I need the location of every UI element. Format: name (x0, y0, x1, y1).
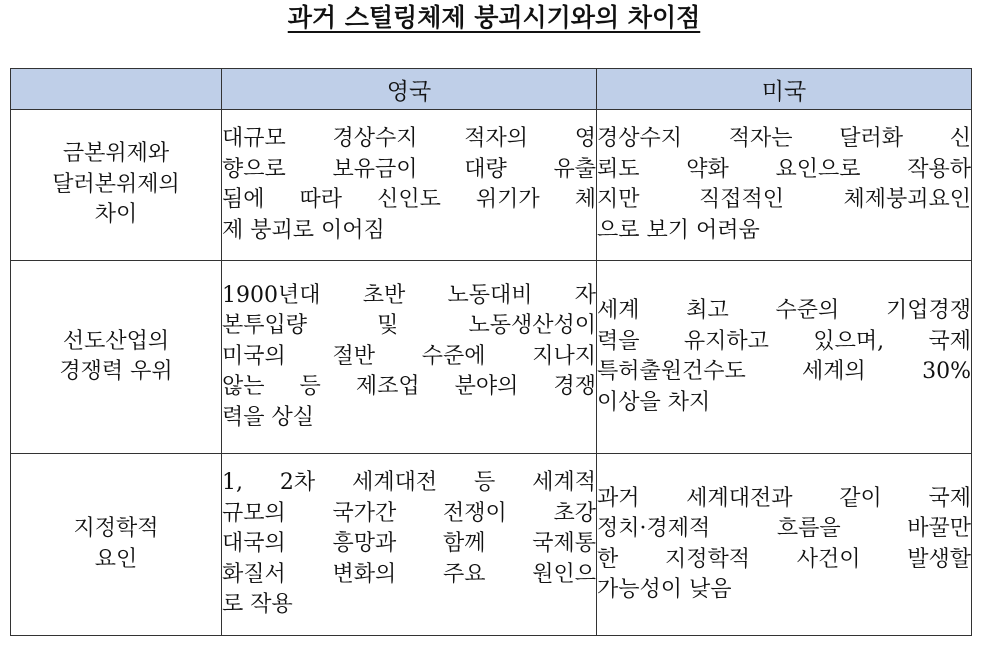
cell-line: 지만 직접적인 체제붕괴요인 (597, 187, 971, 212)
cell-line: 세계 최고 수준의 기업경쟁 (597, 298, 971, 323)
cell-line: 1, 2차 세계대전 등 세계적 (222, 470, 596, 496)
row-label-line: 차이 (94, 202, 138, 228)
cell-line: 화질서 변화의 주요 원인으 (222, 561, 596, 587)
row-label-leading-industry (11, 261, 222, 454)
cell-line: 미국의 절반 수준에 지나지 (222, 343, 596, 369)
cell-line: 규모의 국가간 전쟁이 초강 (222, 500, 596, 526)
cell-line: 력을 유지하고 있으며, 국제 (597, 328, 971, 354)
cell-line: 경상수지 적자는 달러화 신 (597, 126, 971, 151)
us-cell (597, 110, 972, 261)
header-row (11, 69, 972, 110)
uk-cell (222, 454, 597, 636)
cell-line: 1900년대 초반 노동대비 자 (222, 282, 596, 308)
cell-line: 뢰도 약화 요인으로 작용하 (597, 156, 971, 182)
cell-line: 특허출원건수도 세계의 30% (597, 359, 971, 384)
row-label-line: 선도산업의 (62, 328, 170, 354)
cell-line: 과거 세계대전과 같이 국제 (597, 485, 971, 511)
cell-line: 로 작용 (222, 592, 293, 618)
cell-line: 한 지정학적 사건이 발생할 (597, 546, 971, 572)
row-label-line: 지정학적 (73, 516, 159, 541)
row-label-line: 달러본위제의 (52, 171, 180, 197)
cell-line: 대국의 흥망과 함께 국제통 (222, 531, 596, 557)
table-row (11, 261, 972, 454)
cell-line: 됨에 따라 신인도 위기가 체 (222, 187, 596, 212)
row-label-line: 금본위제와 (62, 141, 170, 167)
cell-line: 않는 등 제조업 분야의 경쟁 (222, 374, 596, 400)
cell-line: 제 붕괴로 이어짐 (222, 217, 385, 243)
cell-line: 본투입량 및 노동생산성이 (222, 313, 596, 339)
row-label-geopolitical (11, 454, 222, 636)
table-row (11, 110, 972, 261)
cell-line: 대규모 경상수지 적자의 영 (222, 126, 596, 151)
header-us: 미국 (597, 69, 972, 110)
document-title (0, 3, 988, 33)
cell-line: 가능성이 낮음 (597, 577, 732, 602)
row-label-line: 경쟁력 우위 (59, 359, 173, 384)
cell-line: 으로 보기 어려움 (597, 217, 760, 243)
table-row (11, 454, 972, 636)
header-uk: 영국 (222, 69, 597, 110)
us-cell (597, 261, 972, 454)
us-cell (597, 454, 972, 636)
uk-cell (222, 110, 597, 261)
title-text: 과거 스털링체제 붕괴시기와의 차이점 (287, 3, 701, 32)
row-label-monetary-standard (11, 110, 222, 261)
row-label-line: 요인 (94, 546, 138, 572)
uk-cell (222, 261, 597, 454)
cell-line: 력을 상실 (222, 404, 315, 430)
header-blank-cell (11, 69, 222, 110)
cell-line: 정치·경제적 흐름을 바꿀만 (597, 516, 971, 541)
cell-line: 이상을 차지 (597, 389, 711, 415)
cell-line: 향으로 보유금이 대량 유출 (222, 156, 596, 182)
comparison-table (10, 68, 972, 636)
